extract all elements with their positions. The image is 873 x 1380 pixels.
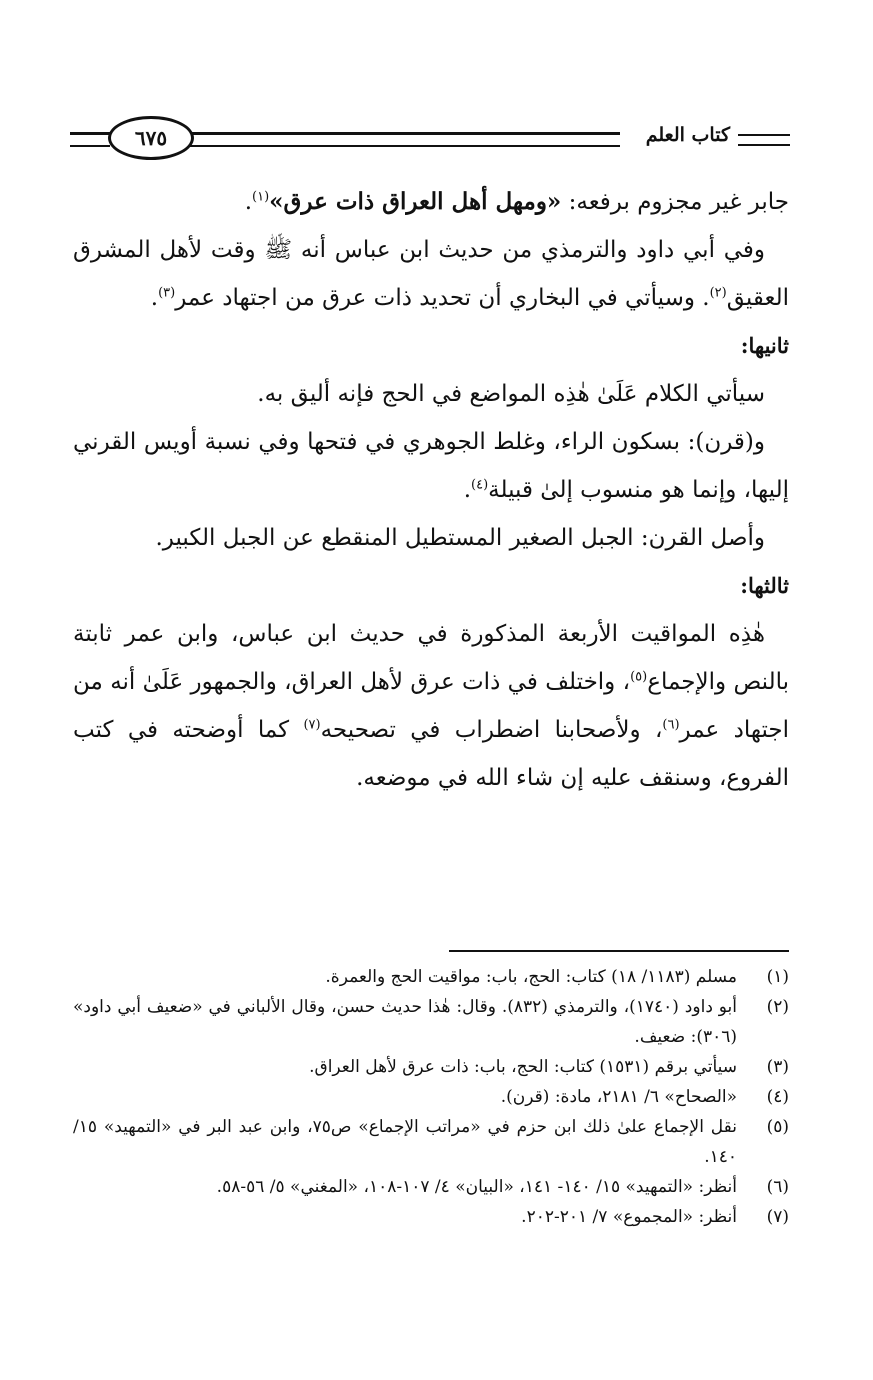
footnote-number: (٢) bbox=[766, 997, 789, 1017]
paragraph-2-part-b: . وسيأتي في البخاري أن تحديد ذات عرق من اجتهاد عمر bbox=[175, 285, 710, 311]
paragraph-6 bbox=[73, 610, 789, 802]
hadith-quote: «ومهل أهل العراق ذات عرق» bbox=[269, 188, 562, 215]
footnote-item bbox=[73, 992, 789, 1052]
footnote-text: أنظر: «التمهيد» ١٥/ ١٤٠- ١٤١، «البيان» ٤/ ١٠٧-١٠٨، «المغني» ٥/ ٥٦-٥٨. bbox=[216, 1177, 737, 1197]
footnote-text: أبو داود (١٧٤٠)، والترمذي (٨٣٢). وقال: هٰذا حديث حسن، وقال الألباني في «ضعيف أبي داود» (٣٠٦): ضعيف. bbox=[73, 997, 738, 1047]
paragraph-2-part-a: وفي أبي داود والترمذي من حديث ابن عباس أنه ﷺ وقت لأهل المشرق العقيق bbox=[73, 237, 789, 311]
paragraph-6-part-d: كما أوضحته في كتب الفروع، وسنقف عليه إن شاء الله في موضعه. bbox=[73, 717, 789, 791]
footnote-number: (٤) bbox=[766, 1087, 789, 1107]
chapter-title: كتاب العلم bbox=[645, 124, 730, 146]
paragraph-1 bbox=[73, 178, 789, 226]
paragraph-4-text: و(قرن): بسكون الراء، وغلط الجوهري في فتحها وفي نسبة أويس القرني إليها، وإنما هو منسوب إلىٰ قبيلة bbox=[73, 429, 789, 503]
footnote-text: سيأتي برقم (١٥٣١) كتاب: الحج، باب: ذات عرق لأهل العراق. bbox=[309, 1057, 737, 1077]
footnote-number: (٥) bbox=[766, 1117, 789, 1137]
paragraph-1-end: . bbox=[244, 189, 253, 215]
footnote-number: (١) bbox=[766, 967, 789, 987]
page-number: ٦٧٥ bbox=[108, 116, 194, 160]
paragraph-2-end: . bbox=[150, 285, 159, 311]
footnote-text: نقل الإجماع علىٰ ذلك ابن حزم في «مراتب الإجماع» ص٧٥، وابن عبد البر في «التمهيد» ١٥/ ١٤٠. bbox=[73, 1117, 737, 1167]
footnote-ref-6: (٦) bbox=[662, 717, 680, 733]
footnotes bbox=[73, 962, 789, 1232]
footnote-item bbox=[73, 962, 789, 992]
paragraph-2 bbox=[73, 226, 789, 322]
footnote-number: (٧) bbox=[766, 1207, 789, 1227]
footnote-item bbox=[73, 1202, 789, 1232]
footnote-ref-3: (٣) bbox=[158, 285, 176, 301]
paragraph-5: وأصل القرن: الجبل الصغير المستطيل المنقطع عن الجبل الكبير. bbox=[155, 525, 765, 551]
footnote-number: (٣) bbox=[766, 1057, 789, 1077]
footnote-text: أنظر: «المجموع» ٧/ ٢٠١-٢٠٢. bbox=[521, 1207, 737, 1227]
main-text bbox=[73, 178, 789, 802]
footnote-number: (٦) bbox=[766, 1177, 789, 1197]
footnote-separator bbox=[449, 950, 789, 952]
footnote-item bbox=[73, 1172, 789, 1202]
footnote-ref-7: (٧) bbox=[303, 717, 321, 733]
paragraph-6-part-a: هٰذِه المواقيت الأربعة المذكورة في حديث ابن عباس، وابن عمر ثابتة بالنص والإجماع bbox=[73, 621, 789, 695]
paragraph-1-text: جابر غير مجزوم برفعه: bbox=[561, 189, 789, 215]
heading-second: ثانيها: bbox=[740, 333, 789, 358]
header-rule-left bbox=[70, 132, 110, 147]
footnote-ref-2: (٢) bbox=[709, 285, 727, 301]
footnote-ref-5: (٥) bbox=[630, 669, 648, 685]
footnote-item bbox=[73, 1082, 789, 1112]
footnote-text: مسلم (١١٨٣/ ١٨) كتاب: الحج، باب: مواقيت الحج والعمرة. bbox=[325, 967, 737, 987]
paragraph-6-part-b: ، واختلف في ذات عرق لأهل العراق، والجمهور عَلَىٰ أنه من اجتهاد عمر bbox=[73, 669, 789, 743]
paragraph-4 bbox=[73, 418, 789, 514]
paragraph-6-part-c: ، ولأصحابنا اضطراب في تصحيحه bbox=[320, 717, 663, 743]
running-header bbox=[70, 112, 790, 162]
header-rule-right bbox=[738, 134, 790, 146]
footnote-item bbox=[73, 1112, 789, 1172]
footnote-item bbox=[73, 1052, 789, 1082]
paragraph-3: سيأتي الكلام عَلَىٰ هٰذِه المواضع في الحج فإنه أليق به. bbox=[257, 381, 765, 407]
heading-third: ثالثها: bbox=[740, 573, 789, 598]
footnote-ref-1: (١) bbox=[252, 189, 270, 205]
footnote-text: «الصحاح» ٦/ ٢١٨١، مادة: (قرن). bbox=[500, 1087, 737, 1107]
footnote-ref-4: (٤) bbox=[471, 477, 489, 493]
paragraph-4-end: . bbox=[463, 477, 472, 503]
header-rule-middle bbox=[190, 132, 620, 147]
